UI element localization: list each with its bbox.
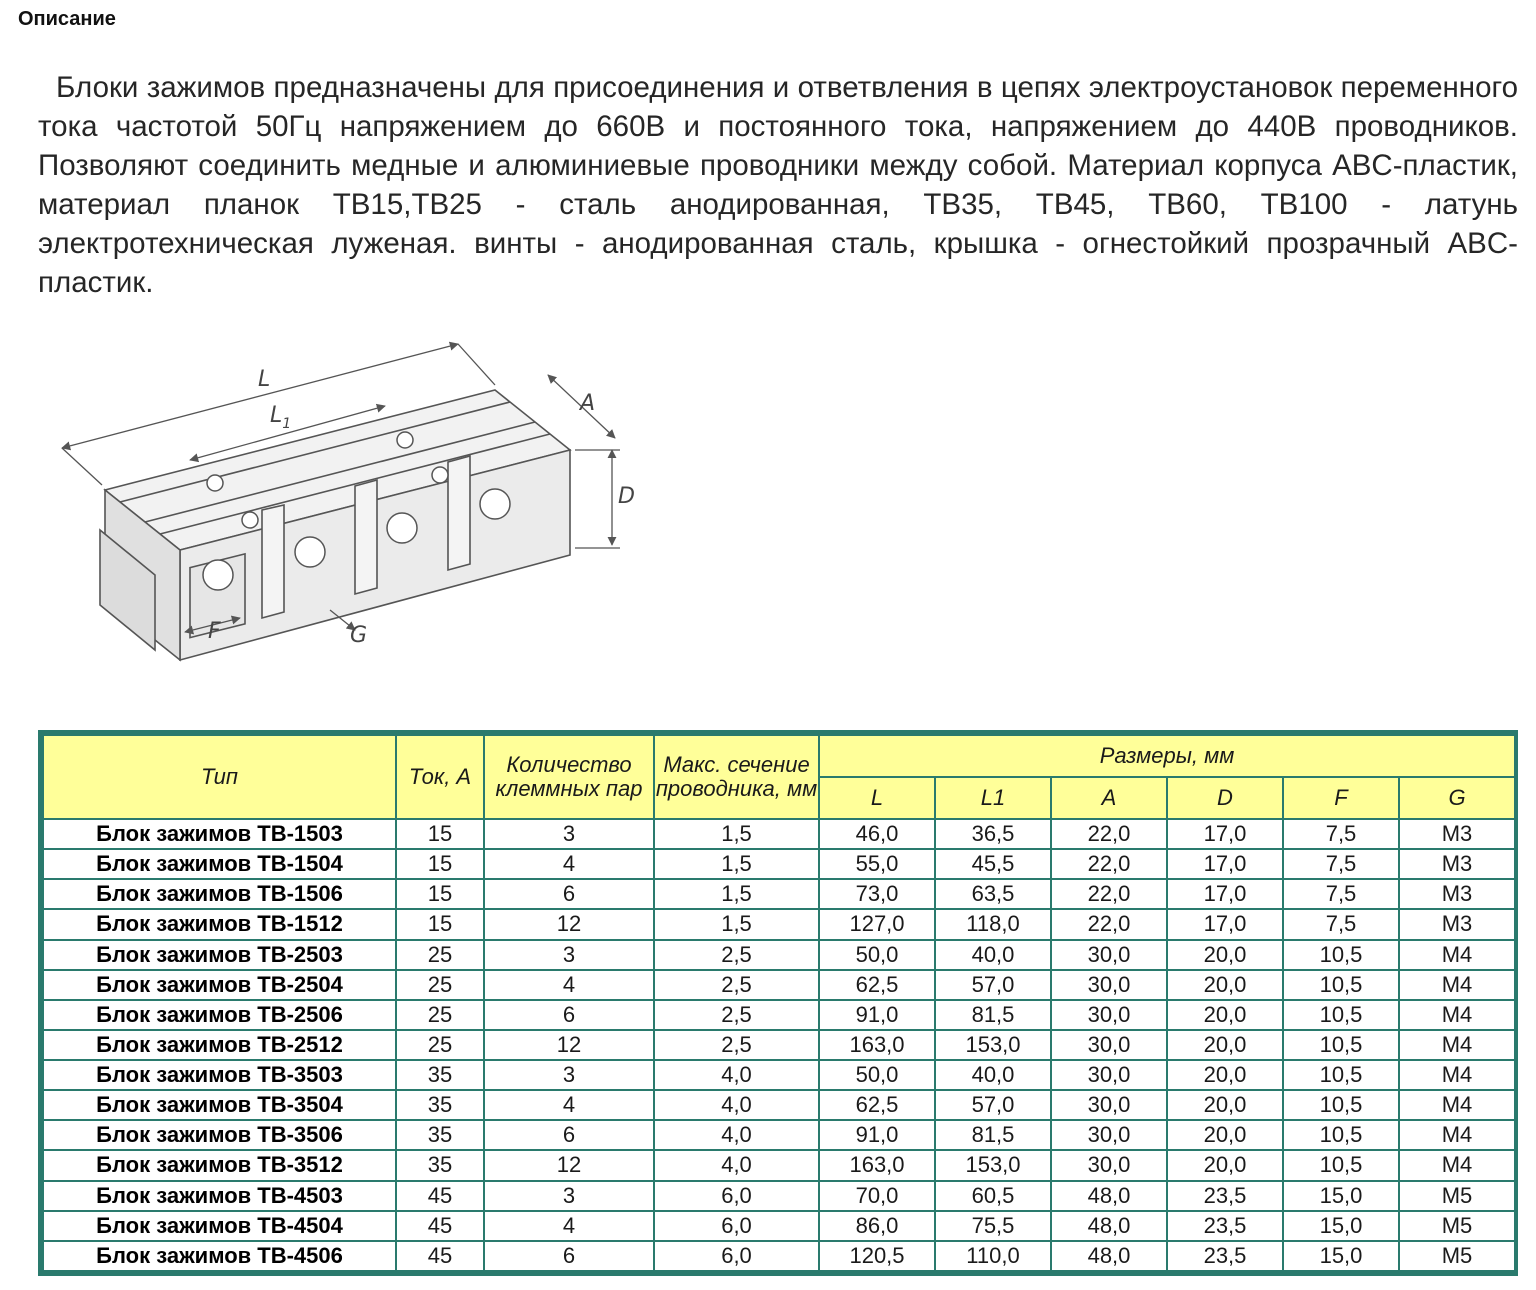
table-cell: 25	[396, 1000, 484, 1030]
product-name-cell: Блок зажимов ТВ-4503	[43, 1181, 396, 1211]
header-L1: L1	[935, 777, 1051, 819]
table-cell: 25	[396, 940, 484, 970]
table-cell: М3	[1399, 849, 1515, 879]
table-cell: 57,0	[935, 1090, 1051, 1120]
table-cell: 4	[484, 1090, 654, 1120]
product-name-cell: Блок зажимов ТВ-2506	[43, 1000, 396, 1030]
table-cell: М5	[1399, 1211, 1515, 1241]
table-cell: 25	[396, 970, 484, 1000]
header-G: G	[1399, 777, 1515, 819]
table-cell: М4	[1399, 1000, 1515, 1030]
table-cell: 17,0	[1167, 849, 1283, 879]
table-row	[43, 970, 1515, 1000]
table-cell: 10,5	[1283, 1150, 1399, 1180]
table-cell: 36,5	[935, 819, 1051, 849]
table-cell: 3	[484, 1181, 654, 1211]
table-cell: 2,5	[654, 1000, 819, 1030]
table-cell: 20,0	[1167, 1000, 1283, 1030]
table-cell: 17,0	[1167, 879, 1283, 909]
header-current: Ток, А	[396, 735, 484, 819]
table-row	[43, 1241, 1515, 1271]
table-cell: 6,0	[654, 1241, 819, 1271]
table-cell: 20,0	[1167, 1150, 1283, 1180]
table-cell: 25	[396, 1030, 484, 1060]
table-cell: 7,5	[1283, 879, 1399, 909]
header-type: Тип	[43, 735, 396, 819]
table-cell: 15	[396, 819, 484, 849]
table-cell: 6	[484, 1241, 654, 1271]
header-L: L	[819, 777, 935, 819]
table-cell: 91,0	[819, 1000, 935, 1030]
table-cell: 30,0	[1051, 1060, 1167, 1090]
table-cell: 10,5	[1283, 970, 1399, 1000]
table-cell: 35	[396, 1150, 484, 1180]
table-cell: 20,0	[1167, 1030, 1283, 1060]
table-cell: 20,0	[1167, 1120, 1283, 1150]
table-cell: 81,5	[935, 1000, 1051, 1030]
table-cell: 163,0	[819, 1150, 935, 1180]
table-cell: 30,0	[1051, 1090, 1167, 1120]
table-cell: 4	[484, 849, 654, 879]
table-cell: 15	[396, 909, 484, 939]
table-cell: 7,5	[1283, 819, 1399, 849]
header-dimensions: Размеры, мм	[819, 735, 1515, 777]
label-D: D	[618, 484, 635, 509]
table-cell: 3	[484, 1060, 654, 1090]
product-name-cell: Блок зажимов ТВ-2504	[43, 970, 396, 1000]
header-A: A	[1051, 777, 1167, 819]
table-row	[43, 1211, 1515, 1241]
table-cell: 4,0	[654, 1120, 819, 1150]
table-cell: 62,5	[819, 970, 935, 1000]
table-cell: 30,0	[1051, 970, 1167, 1000]
table-cell: 1,5	[654, 879, 819, 909]
table-cell: 15,0	[1283, 1181, 1399, 1211]
table-cell: 46,0	[819, 819, 935, 849]
product-name-cell: Блок зажимов ТВ-1506	[43, 879, 396, 909]
table-cell: 7,5	[1283, 849, 1399, 879]
table-cell: 30,0	[1051, 1000, 1167, 1030]
table-row	[43, 1060, 1515, 1090]
table-cell: 48,0	[1051, 1181, 1167, 1211]
table-cell: 118,0	[935, 909, 1051, 939]
table-cell: М4	[1399, 970, 1515, 1000]
table-cell: 6	[484, 1120, 654, 1150]
table-cell: 30,0	[1051, 940, 1167, 970]
table-cell: 15	[396, 879, 484, 909]
table-cell: 153,0	[935, 1030, 1051, 1060]
label-A: A	[580, 391, 596, 416]
table-cell: 40,0	[935, 1060, 1051, 1090]
table-cell: 12	[484, 1030, 654, 1060]
product-name-cell: Блок зажимов ТВ-1504	[43, 849, 396, 879]
table-cell: 50,0	[819, 940, 935, 970]
table-cell: 22,0	[1051, 819, 1167, 849]
table-row	[43, 1120, 1515, 1150]
table-row	[43, 879, 1515, 909]
product-name-cell: Блок зажимов ТВ-3506	[43, 1120, 396, 1150]
table-cell: 86,0	[819, 1211, 935, 1241]
table-cell: М4	[1399, 1090, 1515, 1120]
table-row	[43, 1150, 1515, 1180]
product-name-cell: Блок зажимов ТВ-3503	[43, 1060, 396, 1090]
table-cell: 23,5	[1167, 1211, 1283, 1241]
section-title: Описание	[18, 8, 116, 30]
table-cell: 35	[396, 1060, 484, 1090]
table-row	[43, 849, 1515, 879]
table-cell: 12	[484, 1150, 654, 1180]
header-F: F	[1283, 777, 1399, 819]
table-cell: 15,0	[1283, 1211, 1399, 1241]
table-cell: 91,0	[819, 1120, 935, 1150]
table-cell: 45	[396, 1211, 484, 1241]
table-cell: 10,5	[1283, 1060, 1399, 1090]
table-cell: 6	[484, 879, 654, 909]
table-cell: 12	[484, 909, 654, 939]
table-cell: М4	[1399, 1030, 1515, 1060]
table-cell: 4	[484, 1211, 654, 1241]
table-cell: 17,0	[1167, 819, 1283, 849]
table-cell: 22,0	[1051, 879, 1167, 909]
table-cell: М3	[1399, 819, 1515, 849]
table-cell: 57,0	[935, 970, 1051, 1000]
table-cell: 3	[484, 940, 654, 970]
table-cell: 81,5	[935, 1120, 1051, 1150]
table-cell: 3	[484, 819, 654, 849]
table-cell: М4	[1399, 940, 1515, 970]
table-cell: 30,0	[1051, 1120, 1167, 1150]
table-row	[43, 940, 1515, 970]
table-cell: 40,0	[935, 940, 1051, 970]
label-F: F	[208, 619, 221, 644]
product-name-cell: Блок зажимов ТВ-1512	[43, 909, 396, 939]
table-cell: 6	[484, 1000, 654, 1030]
table-cell: 23,5	[1167, 1181, 1283, 1211]
product-name-cell: Блок зажимов ТВ-4504	[43, 1211, 396, 1241]
table-cell: 20,0	[1167, 970, 1283, 1000]
table-row	[43, 1030, 1515, 1060]
table-cell: 30,0	[1051, 1150, 1167, 1180]
table-cell: 45	[396, 1241, 484, 1271]
table-cell: 7,5	[1283, 909, 1399, 939]
table-row	[43, 1000, 1515, 1030]
table-cell: 23,5	[1167, 1241, 1283, 1271]
table-cell: 30,0	[1051, 1030, 1167, 1060]
product-name-cell: Блок зажимов ТВ-1503	[43, 819, 396, 849]
table-cell: 20,0	[1167, 1090, 1283, 1120]
table-cell: 20,0	[1167, 940, 1283, 970]
table-cell: 163,0	[819, 1030, 935, 1060]
label-L1: $L_1$	[270, 403, 292, 432]
table-cell: 60,5	[935, 1181, 1051, 1211]
table-cell: 45	[396, 1181, 484, 1211]
table-cell: 10,5	[1283, 1090, 1399, 1120]
table-cell: 6,0	[654, 1181, 819, 1211]
table-cell: 45,5	[935, 849, 1051, 879]
table-cell: 6,0	[654, 1211, 819, 1241]
terminal-block-diagram	[40, 320, 640, 670]
table-cell: 10,5	[1283, 940, 1399, 970]
description-paragraph: Блоки зажимов предназначены для присоединения и ответвления в цепях электроустановок переменного тока частотой 50Гц напряжением до 660В и постоянного тока, напряжением до 440В проводников. Позволяют соединить медные и алюминиевые проводники между собой. Материал корпуса ABC-пластик, материал планок ТВ15,ТВ25 - сталь анодированная, ТВ35, ТВ45, ТВ60, ТВ100 - латунь электротехническая луженая. винты - анодированная сталь, крышка - огнестойкий прозрачный ABC-пластик.	[38, 71, 1518, 299]
table-cell: 63,5	[935, 879, 1051, 909]
header-pairs: Количество клеммных пар	[484, 735, 654, 819]
table-cell: 73,0	[819, 879, 935, 909]
table-cell: 2,5	[654, 940, 819, 970]
spec-table-body	[43, 819, 1515, 1271]
table-cell: 1,5	[654, 909, 819, 939]
table-cell: 50,0	[819, 1060, 935, 1090]
table-row	[43, 1090, 1515, 1120]
label-L: L	[258, 367, 271, 392]
product-name-cell: Блок зажимов ТВ-3504	[43, 1090, 396, 1120]
table-cell: 55,0	[819, 849, 935, 879]
table-cell: М4	[1399, 1150, 1515, 1180]
table-row	[43, 909, 1515, 939]
table-cell: 17,0	[1167, 909, 1283, 939]
table-cell: 2,5	[654, 970, 819, 1000]
table-cell: 120,5	[819, 1241, 935, 1271]
table-cell: М5	[1399, 1241, 1515, 1271]
table-cell: 153,0	[935, 1150, 1051, 1180]
table-cell: 4	[484, 970, 654, 1000]
table-cell: 10,5	[1283, 1030, 1399, 1060]
product-name-cell: Блок зажимов ТВ-3512	[43, 1150, 396, 1180]
table-cell: 1,5	[654, 819, 819, 849]
table-cell: М4	[1399, 1120, 1515, 1150]
table-cell: М3	[1399, 909, 1515, 939]
spec-table	[42, 734, 1516, 1272]
table-cell: 10,5	[1283, 1000, 1399, 1030]
table-cell: 35	[396, 1090, 484, 1120]
product-name-cell: Блок зажимов ТВ-2503	[43, 940, 396, 970]
table-row	[43, 1181, 1515, 1211]
table-row	[43, 819, 1515, 849]
table-cell: 35	[396, 1120, 484, 1150]
product-name-cell: Блок зажимов ТВ-2512	[43, 1030, 396, 1060]
table-cell: 1,5	[654, 849, 819, 879]
table-cell: М3	[1399, 879, 1515, 909]
table-cell: 127,0	[819, 909, 935, 939]
table-cell: 75,5	[935, 1211, 1051, 1241]
table-cell: 2,5	[654, 1030, 819, 1060]
table-cell: М4	[1399, 1060, 1515, 1090]
table-cell: 48,0	[1051, 1211, 1167, 1241]
table-cell: 110,0	[935, 1241, 1051, 1271]
table-cell: 48,0	[1051, 1241, 1167, 1271]
table-cell: 20,0	[1167, 1060, 1283, 1090]
table-cell: 15,0	[1283, 1241, 1399, 1271]
table-cell: 15	[396, 849, 484, 879]
table-cell: 62,5	[819, 1090, 935, 1120]
table-cell: 70,0	[819, 1181, 935, 1211]
table-cell: М5	[1399, 1181, 1515, 1211]
table-cell: 4,0	[654, 1150, 819, 1180]
product-name-cell: Блок зажимов ТВ-4506	[43, 1241, 396, 1271]
header-section: Макс. сечение проводника, мм	[654, 735, 819, 819]
spec-table-frame	[38, 730, 1518, 1276]
table-cell: 4,0	[654, 1060, 819, 1090]
table-cell: 22,0	[1051, 849, 1167, 879]
table-cell: 22,0	[1051, 909, 1167, 939]
table-cell: 4,0	[654, 1090, 819, 1120]
label-G: G	[350, 623, 368, 648]
header-D: D	[1167, 777, 1283, 819]
table-cell: 10,5	[1283, 1120, 1399, 1150]
